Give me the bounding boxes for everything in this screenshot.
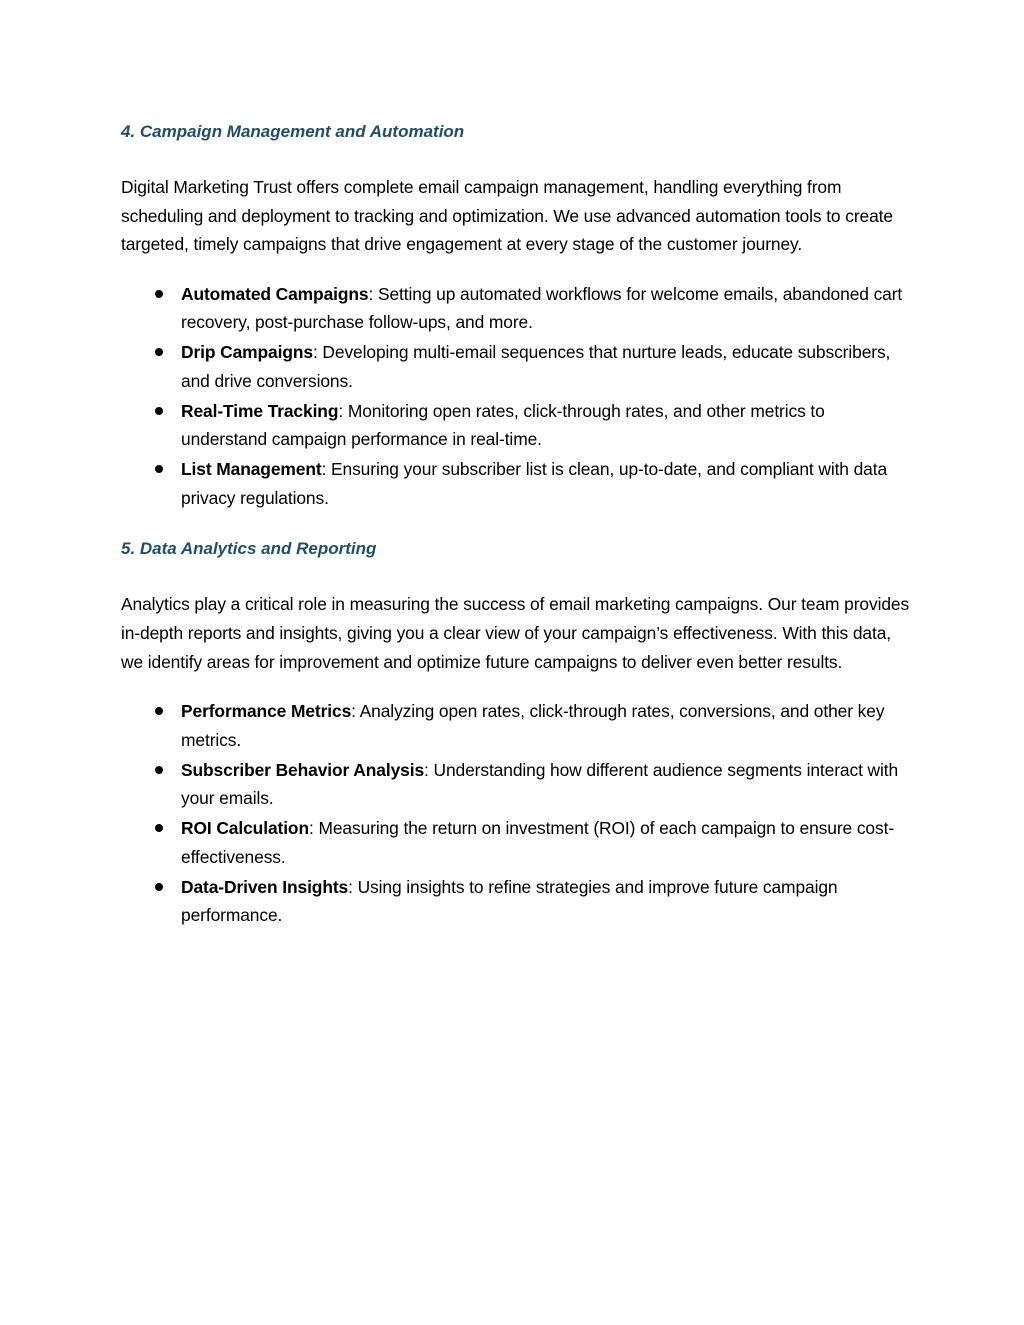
bullet-text: : Monitoring open rates, click-through rates, and other metrics to understand campaign performance in real-time. <box>181 400 825 450</box>
bullet-text: : Ensuring your subscriber list is clean, up-to-date, and compliant with data privacy regulations. <box>181 459 888 508</box>
bullet-text: : Developing multi-email sequences that nurture leads, educate subscribers, and drive conversions. <box>181 342 891 391</box>
list-item <box>121 397 911 454</box>
bullet-term: Subscriber Behavior Analysis <box>181 759 425 780</box>
list-item <box>121 697 911 754</box>
bullet-term: ROI Calculation <box>181 818 309 839</box>
list-item <box>121 873 911 930</box>
document-page <box>121 118 911 931</box>
bullet-term: Real-Time Tracking <box>181 400 339 421</box>
bullet-text: : Understanding how different audience segments interact with your emails. <box>181 759 899 809</box>
bullet-term: List Management <box>181 459 322 480</box>
bullet-icon <box>155 348 163 356</box>
bullet-text: : Analyzing open rates, click-through rates, conversions, and other key metrics. <box>181 701 885 750</box>
list-item <box>121 280 911 337</box>
bullet-term: Drip Campaigns <box>181 342 313 363</box>
bullet-term: Performance Metrics <box>181 701 352 722</box>
bullet-term: Data-Driven Insights <box>181 876 349 897</box>
section-campaign-management <box>121 118 911 512</box>
section-paragraph: Analytics play a critical role in measuring the success of email marketing campaigns. Our team provides in-depth reports and insights, giving you a clear view of your campaign’s effectiveness. With this data, we identify areas for improvement and optimize future campaigns to deliver even better results. <box>121 594 910 672</box>
bullet-icon <box>155 465 163 473</box>
bullet-text: : Using insights to refine strategies and improve future campaign performance. <box>181 876 838 926</box>
section-heading: 4. Campaign Management and Automation <box>121 122 465 141</box>
bullet-icon <box>155 824 163 832</box>
bullet-term: Automated Campaigns <box>181 283 369 304</box>
bullet-icon <box>155 290 163 298</box>
bullet-text: : Measuring the return on investment (ROI) of each campaign to ensure cost-effectiveness. <box>181 818 895 867</box>
bullet-text: : Setting up automated workflows for welcome emails, abandoned cart recovery, post-purchase follow-ups, and more. <box>181 283 903 333</box>
section-heading: 5. Data Analytics and Reporting <box>121 539 377 559</box>
list-item <box>121 455 911 512</box>
bullet-icon <box>155 883 163 891</box>
list-item <box>121 814 911 871</box>
bullet-list <box>121 697 911 930</box>
bullet-list <box>121 280 911 513</box>
bullet-icon <box>155 766 163 774</box>
section-data-analytics <box>121 535 911 929</box>
section-paragraph: Digital Marketing Trust offers complete email campaign management, handling everything from scheduling and deployment to tracking and optimization. We use advanced automation tools to create targeted, timely campaigns that drive engagement at every stage of the customer journey. <box>121 177 893 255</box>
list-item <box>121 338 911 395</box>
bullet-icon <box>155 707 163 715</box>
bullet-icon <box>155 407 163 415</box>
list-item <box>121 756 911 813</box>
